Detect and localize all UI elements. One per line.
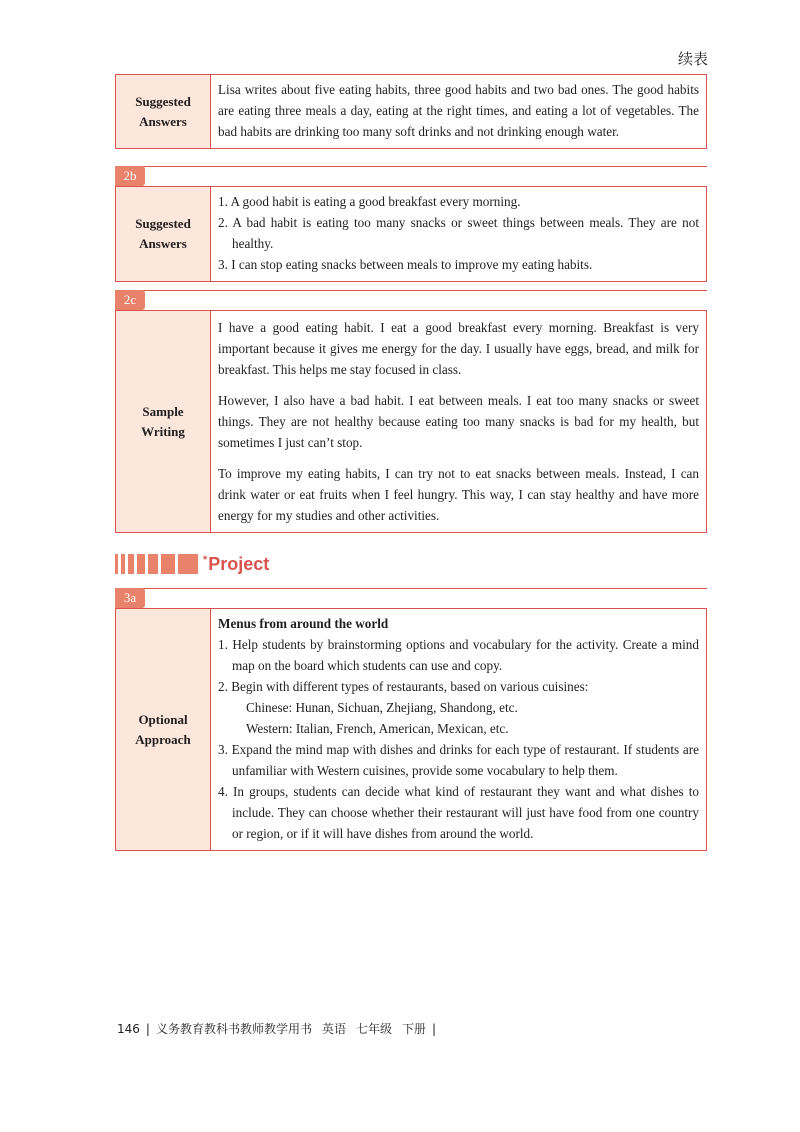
stripe-decoration [178,554,198,574]
answer-text: Lisa writes about five eating habits, three good habits and two bad ones. The good habits are eating three meals a day, eating at the right times, and eating a lot of vegetables. The bad habits are drinking too many soft drinks and not drinking enough water. [218,82,699,139]
continued-label: 续表 [677,50,708,68]
paragraph: To improve my eating habits, I can try not to eat snacks between meals. Instead, I can drink water or eat fruits when I feel hungry. This way, I can stay healthy and have more energy for my studies and other activities. [218,466,699,523]
approach-list [218,634,699,844]
suggested-answers-box-2 [115,186,707,282]
box-content [211,187,706,281]
box-content [211,609,706,850]
section-tab-bar-2c [115,290,707,310]
section-tab-bar-3a [115,588,707,608]
cuisine-western: Western: Italian, French, American, Mexican, etc. [246,721,509,736]
sample-writing-box [115,310,707,533]
volume: 下册 [402,1022,427,1036]
list-item: 3. I can stop eating snacks between meals to improve my eating habits. [218,257,593,272]
approach-heading: Menus from around the world [218,616,389,631]
subject: 英语 [321,1022,346,1036]
stripe-decoration [148,554,158,574]
paragraph: I have a good eating habit. I eat a good breakfast every morning. Breakfast is very important because it gives me energy for the day. I usually have eggs, bread, and milk for breakfast. This helps me stay focused in class. [218,320,699,377]
page-footer: 146 | 义务教育教科书教师教学用书 英语 七年级 下册 | [117,1022,437,1036]
stripe-decoration [137,554,145,574]
stripe-decoration [161,554,175,574]
box-label: Optional Approach [116,609,211,850]
project-title: *Project [203,553,270,574]
paragraph: However, I also have a bad habit. I eat between meals. I eat too many snacks or sweet things. They are not healthy because eating too many snacks is bad for my health, but sometimes I just can’t stop. [218,393,699,450]
stripe-decoration [128,554,134,574]
box-label: Sample Writing [116,311,211,532]
box-label: Suggested Answers [116,75,211,148]
list-item: 3. Expand the mind map with dishes and drinks for each type of restaurant. If students are unfamiliar with Western cuisines, provide some vocabulary to help them. [218,742,699,778]
cuisine-chinese: Chinese: Hunan, Sichuan, Zhejiang, Shandong, etc. [246,700,518,715]
section-tab-2b: 2b [115,166,145,186]
section-tab-3a: 3a [115,588,145,608]
list-item: 1. Help students by brainstorming options and vocabulary for the activity. Create a mind map on the board which students can use and copy. [218,637,699,673]
list-item: 2. A bad habit is eating too many snacks or sweet things between meals. They are not healthy. [218,215,699,251]
box-content [211,75,706,148]
stripe-decoration [121,554,125,574]
section-tab-bar-2b [115,166,707,186]
page-number: 146 [117,1022,140,1036]
answer-list [218,191,699,275]
project-heading [115,552,269,576]
suggested-answers-box-1 [115,74,707,149]
box-label: Suggested Answers [116,187,211,281]
box-content [211,311,706,532]
optional-approach-box [115,608,707,851]
grade: 七年级 [355,1022,392,1036]
stripe-decoration [115,554,118,574]
section-tab-2c: 2c [115,290,145,310]
list-item: 4. In groups, students can decide what kind of restaurant they want and what dishes to include. They can choose whether their restaurant will just have food from one country or region, or if it will have dishes from around the world. [218,784,699,841]
book-title: 义务教育教科书教师教学用书 [155,1022,312,1036]
list-item: 1. A good habit is eating a good breakfast every morning. [218,194,521,209]
list-item: 2. Begin with different types of restaurants, based on various cuisines: Chinese: Hunan, Sichuan, Zhejiang, Shandong, etc. Western: Italian, French, American, Mexican, etc. [218,676,699,739]
